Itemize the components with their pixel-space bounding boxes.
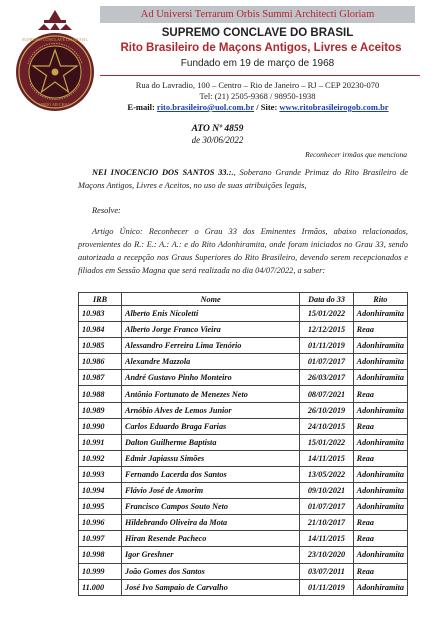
cell-data: 14/11/2015 (300, 450, 353, 466)
cell-nome: Carlos Eduardo Braga Farias (121, 418, 299, 434)
cell-irb: 10.998 (79, 547, 122, 563)
cell-nome: Alessandro Ferreira Lima Tenório (121, 338, 299, 354)
cell-data: 13/05/2022 (300, 466, 353, 482)
cell-irb: 10.983 (79, 306, 122, 322)
table-row (79, 450, 408, 466)
act-summary: Reconhecer irmãos que menciona (305, 150, 407, 159)
cell-data: 15/01/2022 (300, 306, 353, 322)
cell-rito: Adonhiramita (353, 402, 407, 418)
cell-data: 12/12/2015 (300, 322, 353, 338)
table-row (79, 386, 408, 402)
cell-nome: Fernando Lacerda dos Santos (121, 466, 299, 482)
cell-data: 01/07/2017 (300, 354, 353, 370)
intro-paragraph (78, 166, 408, 192)
cell-rito: Adonhiramita (353, 483, 407, 499)
cell-rito: Reaa (353, 322, 407, 338)
table-row (79, 354, 408, 370)
cell-nome: Antônio Fortunato de Menezes Neto (121, 386, 299, 402)
table-row (79, 418, 408, 434)
cell-irb: 10.985 (79, 338, 122, 354)
table-row (79, 563, 408, 579)
table-row (79, 322, 408, 338)
grand-primate-name: NEI INOCENCIO DOS SANTOS 33.:. (92, 168, 234, 177)
header-divider (100, 75, 420, 76)
phone-line: Tel: (21) 2505-9368 / 98950-1938 (199, 91, 316, 101)
intro-text: , Soberano Grande Primaz do Rito Brasileiro de Maçons Antigos, Livres e Aceitos, no uso de suas atribuições legais, (78, 168, 408, 190)
cell-irb: 10.989 (79, 402, 122, 418)
cell-data: 14/11/2015 (300, 531, 353, 547)
site-link[interactable]: www.ritobrasileirogob.com.br (279, 102, 389, 112)
cell-data: 09/10/2021 (300, 483, 353, 499)
act-number: ATO Nº 4859 (191, 124, 244, 134)
cell-data: 23/10/2020 (300, 547, 353, 563)
cell-nome: Arnóbio Alves de Lemos Junior (121, 402, 299, 418)
email-link[interactable]: rito.brasileiro@uol.com.br (156, 102, 255, 112)
cell-data: 08/07/2021 (300, 386, 353, 402)
cell-irb: 10.986 (79, 354, 122, 370)
cell-rito: Adonhiramita (353, 338, 407, 354)
cell-irb: 10.999 (79, 563, 122, 579)
cell-rito: Adonhiramita (353, 499, 407, 515)
cell-rito: Reaa (353, 450, 407, 466)
cell-data: 15/01/2022 (300, 434, 353, 450)
cell-nome: André Gustavo Pinho Monteiro (121, 370, 299, 386)
table-row (79, 402, 408, 418)
cell-nome: Alexandre Mazzola (121, 354, 299, 370)
cell-rito: Reaa (353, 418, 407, 434)
table-row (79, 338, 408, 354)
organization-subtitle: Rito Brasileiro de Maçons Antigos, Livres e Aceitos (120, 42, 402, 54)
address-line: Rua do Lavradio, 100 – Centro – Rio de Janeiro – RJ – CEP 20230-070 (135, 80, 380, 90)
cell-rito: Reaa (353, 531, 407, 547)
cell-irb: 10.987 (79, 370, 122, 386)
cell-nome: Francisco Campos Souto Neto (121, 499, 299, 515)
header-nome: Nome (121, 293, 299, 306)
table-row (79, 370, 408, 386)
latin-banner: Ad Universi Terrarum Orbis Summi Architecti Gloriam (100, 6, 415, 23)
cell-irb: 10.993 (79, 466, 122, 482)
table-row (79, 515, 408, 531)
cell-nome: José Ivo Sampaio de Carvalho (121, 579, 299, 595)
cell-nome: Igor Greshner (121, 547, 299, 563)
cell-data: 03/07/2011 (300, 563, 353, 579)
cell-nome: Hildebrando Oliveira da Mota (121, 515, 299, 531)
header-irb: IRB (79, 293, 122, 306)
site-label: / Site: (256, 102, 278, 112)
members-table (78, 292, 408, 596)
cell-rito: Reaa (353, 563, 407, 579)
cell-irb: 11.000 (79, 579, 122, 595)
table-header-row (79, 293, 408, 306)
cell-irb: 10.984 (79, 322, 122, 338)
table-row (79, 483, 408, 499)
cell-data: 01/11/2019 (300, 338, 353, 354)
cell-rito: Adonhiramita (353, 354, 407, 370)
cell-rito: Adonhiramita (353, 466, 407, 482)
cell-irb: 10.991 (79, 434, 122, 450)
cell-irb: 10.996 (79, 515, 122, 531)
organization-title: SUPREMO CONCLAVE DO BRASIL (161, 27, 354, 39)
cell-nome: João Gomes dos Santos (121, 563, 299, 579)
cell-nome: Alberto Jorge Franco Vieira (121, 322, 299, 338)
cell-data: 01/11/2019 (300, 579, 353, 595)
cell-rito: Adonhiramita (353, 370, 407, 386)
conclave-seal-logo (14, 8, 96, 118)
cell-irb: 10.995 (79, 499, 122, 515)
seal-top-text: SUPREMO CONCLAVE DO BRASIL (21, 37, 89, 42)
members-table-body (79, 306, 408, 596)
seal-bottom-text: ORDO AB CHAO (39, 102, 71, 107)
cell-irb: 10.992 (79, 450, 122, 466)
cell-rito: Adonhiramita (353, 434, 407, 450)
cell-nome: Flávio José de Amorim (121, 483, 299, 499)
cell-nome: Edmir Japiassu Simões (121, 450, 299, 466)
cell-irb: 10.997 (79, 531, 122, 547)
cell-nome: Alberto Enis Nicoletti (121, 306, 299, 322)
table-row (79, 547, 408, 563)
table-row (79, 466, 408, 482)
table-row (79, 306, 408, 322)
cell-irb: 10.994 (79, 483, 122, 499)
table-row (79, 434, 408, 450)
cell-irb: 10.990 (79, 418, 122, 434)
resolve-label: Resolve: (92, 206, 121, 215)
email-label: E-mail: (127, 102, 155, 112)
cell-rito: Adonhiramita (353, 306, 407, 322)
cell-irb: 10.988 (79, 386, 122, 402)
cell-data: 21/10/2017 (300, 515, 353, 531)
cell-data: 24/10/2015 (300, 418, 353, 434)
cell-data: 26/10/2019 (300, 402, 353, 418)
article-paragraph: Artigo Único: Reconhecer o Grau 33 dos Eminentes Irmãos, abaixo relacionados, provenientes do R.: E.: A.: A.: e do Rito Adonhiramita, onde foram iniciados no Grau 33, sendo autorizada a recepção nos Graus Superiores do Rito Brasileiro, devendo serem recepcionados e filiados em Sessão Magna que será realizada no dia 04/07/2022, a saber: (78, 227, 408, 275)
cell-data: 26/03/2017 (300, 370, 353, 386)
cell-rito: Reaa (353, 515, 407, 531)
founded-date: Fundado em 19 de março de 1968 (180, 58, 335, 69)
table-row (79, 499, 408, 515)
header-rito: Rito (353, 293, 407, 306)
cell-data: 01/07/2017 (300, 499, 353, 515)
cell-rito: Reaa (353, 386, 407, 402)
table-row (79, 579, 408, 595)
contact-line (98, 102, 418, 112)
cell-nome: Dalton Guilherme Baptista (121, 434, 299, 450)
act-date: de 30/06/2022 (191, 135, 244, 145)
cell-rito: Adonhiramita (353, 547, 407, 563)
table-row (79, 531, 408, 547)
cell-rito: Adonhiramita (353, 579, 407, 595)
header-data: Data do 33 (300, 293, 353, 306)
cell-nome: Hiran Resende Pacheco (121, 531, 299, 547)
